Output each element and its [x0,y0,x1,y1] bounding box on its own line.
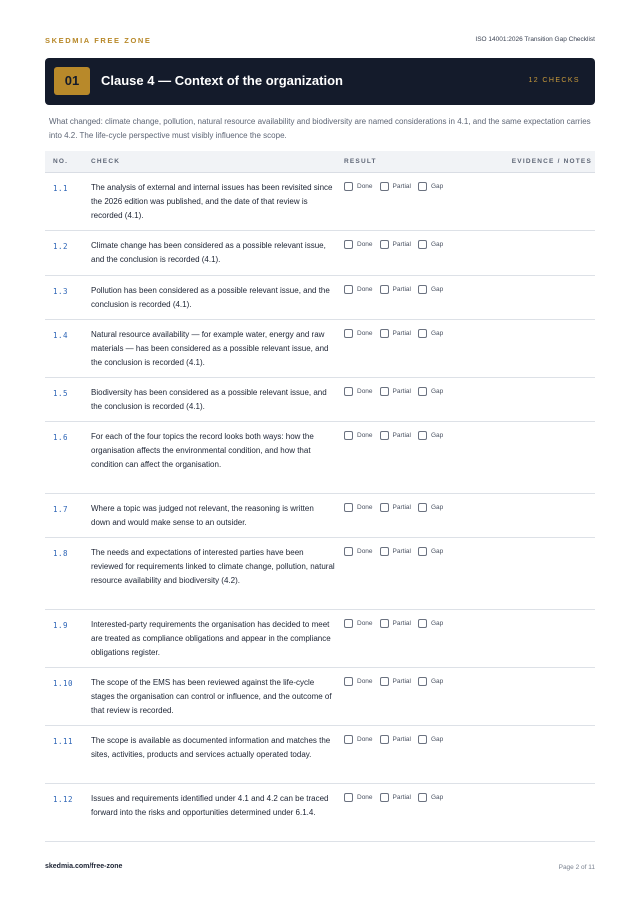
option-label: Done [357,678,373,685]
checkbox-gap[interactable] [418,503,427,512]
check-text: The needs and expectations of interested parties have been reviewed for requirements linked to climate change, pollution, natural resource availability and biodiversity (4.2). [91,548,335,585]
result-option-partial[interactable] [380,329,411,338]
result-option-done[interactable] [344,431,373,440]
check-text: Interested-party requirements the organisation has decided to meet are treated as compliance obligations and appear in the compliance obligations register. [91,620,331,657]
clause-title: Clause 4 — Context of the organization [101,73,343,88]
option-label: Gap [430,286,444,293]
table-row [45,422,595,494]
checkbox-done[interactable] [344,677,353,686]
checkbox-done[interactable] [344,329,353,338]
option-label: Gap [430,548,444,555]
checkbox-gap[interactable] [418,329,427,338]
option-label: Done [357,794,373,801]
result-option-done[interactable] [344,547,373,556]
header-notes: EVIDENCE / NOTES [511,158,592,165]
result-option-gap[interactable] [418,431,443,440]
result-option-partial[interactable] [380,735,411,744]
option-label: Partial [392,736,411,743]
option-label: Partial [392,548,411,555]
result-option-gap[interactable] [418,240,443,249]
checkbox-done[interactable] [344,793,353,802]
header-check: CHECK [91,158,121,165]
result-options [344,431,450,440]
checkbox-gap[interactable] [418,431,427,440]
option-label: Partial [392,183,411,190]
result-option-gap[interactable] [418,547,443,556]
check-text: Where a topic was judged not relevant, the reasoning is written down and would make sense to an outsider. [91,504,314,527]
check-number: 1.12 [53,795,74,804]
checkbox-gap[interactable] [418,240,427,249]
checkbox-partial[interactable] [380,547,389,556]
checkbox-done[interactable] [344,387,353,396]
result-option-partial[interactable] [380,793,411,802]
option-label: Done [357,183,373,190]
result-option-partial[interactable] [380,503,411,512]
check-number: 1.9 [53,621,69,630]
check-text: Climate change has been considered as a possible relevant issue, and the conclusion is recorded (4.1). [91,241,326,264]
table-row [45,320,595,378]
option-label: Done [357,504,373,511]
checkbox-done[interactable] [344,503,353,512]
option-label: Gap [430,183,444,190]
result-option-gap[interactable] [418,619,443,628]
result-option-done[interactable] [344,619,373,628]
checkbox-gap[interactable] [418,547,427,556]
page-number: Page 2 of 11 [558,864,595,871]
result-option-done[interactable] [344,735,373,744]
table-row [45,610,595,668]
option-label: Gap [430,504,444,511]
option-label: Gap [430,241,444,248]
option-label: Partial [392,620,411,627]
checkbox-done[interactable] [344,240,353,249]
result-options [344,329,450,338]
footer-url[interactable]: skedmia.com/free-zone [45,863,123,870]
check-number: 1.1 [53,184,69,193]
result-option-done[interactable] [344,503,373,512]
result-option-partial[interactable] [380,619,411,628]
checkbox-gap[interactable] [418,677,427,686]
result-options [344,182,450,191]
result-options [344,619,450,628]
option-label: Partial [392,432,411,439]
checkbox-partial[interactable] [380,285,389,294]
header-no: NO. [53,158,69,165]
option-label: Done [357,286,373,293]
option-label: Gap [430,736,444,743]
checkbox-partial[interactable] [380,431,389,440]
checkbox-done[interactable] [344,285,353,294]
checks-count: 12 CHECKS [528,77,580,84]
option-label: Partial [392,678,411,685]
option-label: Gap [430,794,444,801]
option-label: Done [357,548,373,555]
table-row [45,668,595,726]
result-option-gap[interactable] [418,677,443,686]
option-label: Done [357,241,373,248]
result-option-partial[interactable] [380,285,411,294]
option-label: Partial [392,330,411,337]
result-option-gap[interactable] [418,182,443,191]
check-number: 1.5 [53,389,69,398]
checkbox-gap[interactable] [418,793,427,802]
result-options [344,677,450,686]
check-text: The analysis of external and internal issues has been revisited since the 2026 edition was published, and the date of that review is recorded (4.1). [91,183,333,220]
checkbox-partial[interactable] [380,793,389,802]
checkbox-done[interactable] [344,431,353,440]
check-number: 1.10 [53,679,74,688]
checkbox-gap[interactable] [418,182,427,191]
table-row [45,538,595,610]
result-option-gap[interactable] [418,503,443,512]
checkbox-partial[interactable] [380,677,389,686]
checkbox-done[interactable] [344,735,353,744]
checklist-rows [45,173,595,842]
result-options [344,735,450,744]
checkbox-gap[interactable] [418,387,427,396]
checkbox-partial[interactable] [380,735,389,744]
clause-intro: What changed: climate change, pollution, natural resource availability and biodiversity are named considerations in 4.1, and the same expectation carries into 4.2. The life-cycle perspective must visibly influence the scope. [49,117,591,140]
check-text: Biodiversity has been considered as a possible relevant issue, and the conclusion is recorded (4.1). [91,388,327,411]
result-option-gap[interactable] [418,329,443,338]
check-text: Pollution has been considered as a possible relevant issue, and the conclusion is recorded (4.1). [91,286,330,309]
check-text: The scope of the EMS has been reviewed against the life-cycle stages the organisation can control or influence, and the outcome of that review is recorded. [91,678,332,715]
checkbox-gap[interactable] [418,285,427,294]
checkbox-partial[interactable] [380,329,389,338]
result-options [344,547,450,556]
checkbox-done[interactable] [344,619,353,628]
result-option-done[interactable] [344,240,373,249]
option-label: Gap [430,620,444,627]
result-option-done[interactable] [344,387,373,396]
header-result: RESULT [344,158,377,165]
result-option-done[interactable] [344,793,373,802]
result-option-gap[interactable] [418,285,443,294]
option-label: Done [357,620,373,627]
option-label: Partial [392,794,411,801]
table-row [45,494,595,538]
result-option-partial[interactable] [380,547,411,556]
checkbox-partial[interactable] [380,182,389,191]
table-row [45,378,595,422]
checkbox-partial[interactable] [380,387,389,396]
checkbox-done[interactable] [344,547,353,556]
check-number: 1.4 [53,331,69,340]
result-options [344,387,450,396]
result-option-gap[interactable] [418,735,443,744]
check-text: Natural resource availability — for example water, energy and raw materials — has been considered as a possible relevant issue, and the conclusion is recorded (4.1). [91,330,329,367]
brand-name: SKEDMIA FREE ZONE [45,36,152,45]
table-row [45,726,595,784]
option-label: Partial [392,241,411,248]
result-option-partial[interactable] [380,677,411,686]
page-header [45,36,595,48]
result-options [344,503,450,512]
table-row [45,784,595,842]
result-options [344,793,450,802]
option-label: Gap [430,330,444,337]
result-option-partial[interactable] [380,240,411,249]
option-label: Done [357,330,373,337]
check-number: 1.8 [53,549,69,558]
checkbox-done[interactable] [344,182,353,191]
option-label: Done [357,432,373,439]
checkbox-partial[interactable] [380,240,389,249]
table-header [45,151,595,173]
result-option-partial[interactable] [380,182,411,191]
option-label: Done [357,736,373,743]
clause-banner [45,58,595,105]
check-text: The scope is available as documented information and matches the sites, activities, products and services actually operated today. [91,736,331,759]
table-row [45,276,595,320]
option-label: Gap [430,678,444,685]
checkbox-gap[interactable] [418,735,427,744]
result-option-partial[interactable] [380,431,411,440]
result-option-gap[interactable] [418,387,443,396]
checkbox-partial[interactable] [380,619,389,628]
result-option-done[interactable] [344,182,373,191]
clause-number-badge: 01 [54,67,90,95]
result-options [344,240,450,249]
check-number: 1.3 [53,287,69,296]
option-label: Partial [392,504,411,511]
checkbox-partial[interactable] [380,503,389,512]
result-option-gap[interactable] [418,793,443,802]
option-label: Done [357,388,373,395]
result-option-done[interactable] [344,677,373,686]
option-label: Partial [392,388,411,395]
checkbox-gap[interactable] [418,619,427,628]
table-row [45,173,595,231]
check-number: 1.2 [53,242,69,251]
result-option-done[interactable] [344,285,373,294]
result-option-partial[interactable] [380,387,411,396]
option-label: Gap [430,388,444,395]
document-title: ISO 14001:2026 Transition Gap Checklist [475,36,595,43]
table-row [45,231,595,276]
check-text: Issues and requirements identified under 4.1 and 4.2 can be traced forward into the risks and opportunities determined under 6.1.4. [91,794,329,817]
option-label: Partial [392,286,411,293]
result-option-done[interactable] [344,329,373,338]
result-options [344,285,450,294]
option-label: Gap [430,432,444,439]
check-text: For each of the four topics the record looks both ways: how the organisation affects the environmental condition, and how that condition can affect the organisation. [91,432,314,469]
check-number: 1.7 [53,505,69,514]
check-number: 1.11 [53,737,74,746]
check-number: 1.6 [53,433,69,442]
